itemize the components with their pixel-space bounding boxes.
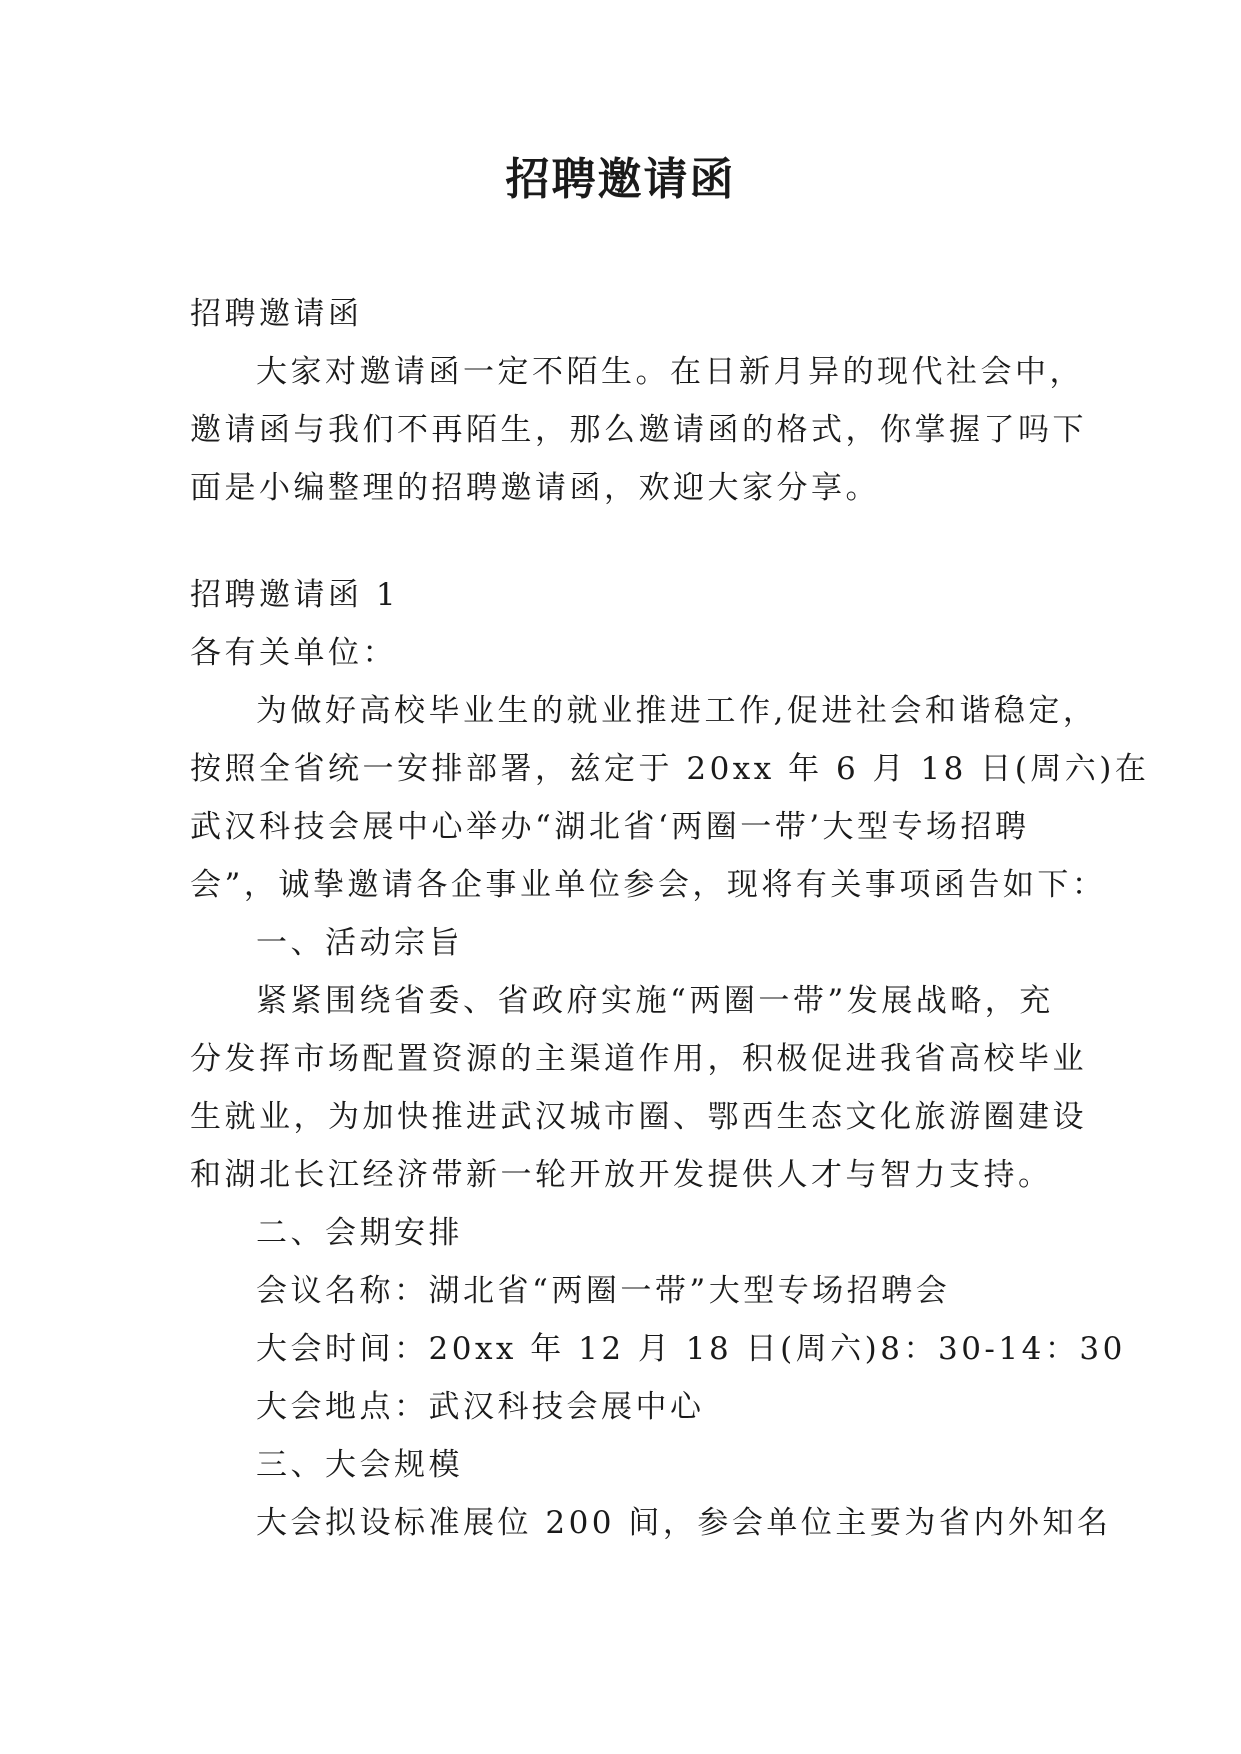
paragraph-line: 分发挥市场配置资源的主渠道作用，积极促进我省高校毕业 <box>190 1041 1087 1077</box>
paragraph-line: 按照全省统一安排部署，兹定于 20xx 年 6 月 18 日(周六)在 <box>190 751 1150 787</box>
document-title: 招聘邀请函 <box>505 154 736 205</box>
intro-line: 面是小编整理的招聘邀请函，欢迎大家分享。 <box>190 470 880 506</box>
meeting-name: 会议名称：湖北省“两圈一带”大型专场招聘会 <box>256 1273 951 1309</box>
body-heading: 招聘邀请函 <box>190 296 363 332</box>
intro-line: 邀请函与我们不再陌生，那么邀请函的格式，你掌握了吗下 <box>190 412 1087 448</box>
heading-schedule: 二、会期安排 <box>256 1215 463 1251</box>
paragraph-line: 会”，诚挚邀请各企事业单位参会，现将有关事项函告如下： <box>190 867 1107 903</box>
heading-activity-purpose: 一、活动宗旨 <box>256 925 463 961</box>
document-body <box>190 285 1150 1552</box>
scale-line: 大会拟设标准展位 200 间，参会单位主要为省内外知名 <box>256 1505 1112 1541</box>
paragraph-line: 和湖北长江经济带新一轮开放开发提供人才与智力支持。 <box>190 1157 1053 1193</box>
paragraph-line: 紧紧围绕省委、省政府实施“两圈一带”发展战略，充 <box>256 983 1054 1019</box>
paragraph-line: 为做好高校毕业生的就业推进工作,促进社会和谐稳定， <box>256 693 1098 729</box>
intro-line: 大家对邀请函一定不陌生。在日新月异的现代社会中， <box>256 354 1084 390</box>
heading-scale: 三、大会规模 <box>256 1447 463 1483</box>
section-title: 招聘邀请函 1 <box>190 577 400 613</box>
meeting-place: 大会地点：武汉科技会展中心 <box>256 1389 705 1425</box>
salutation: 各有关单位： <box>190 635 397 671</box>
paragraph-line: 生就业，为加快推进武汉城市圈、鄂西生态文化旅游圈建设 <box>190 1099 1087 1135</box>
meeting-time: 大会时间：20xx 年 12 月 18 日(周六)8：30-14：30 <box>256 1331 1126 1367</box>
paragraph-line: 武汉科技会展中心举办“湖北省‘两圈一带’大型专场招聘 <box>190 809 1030 845</box>
